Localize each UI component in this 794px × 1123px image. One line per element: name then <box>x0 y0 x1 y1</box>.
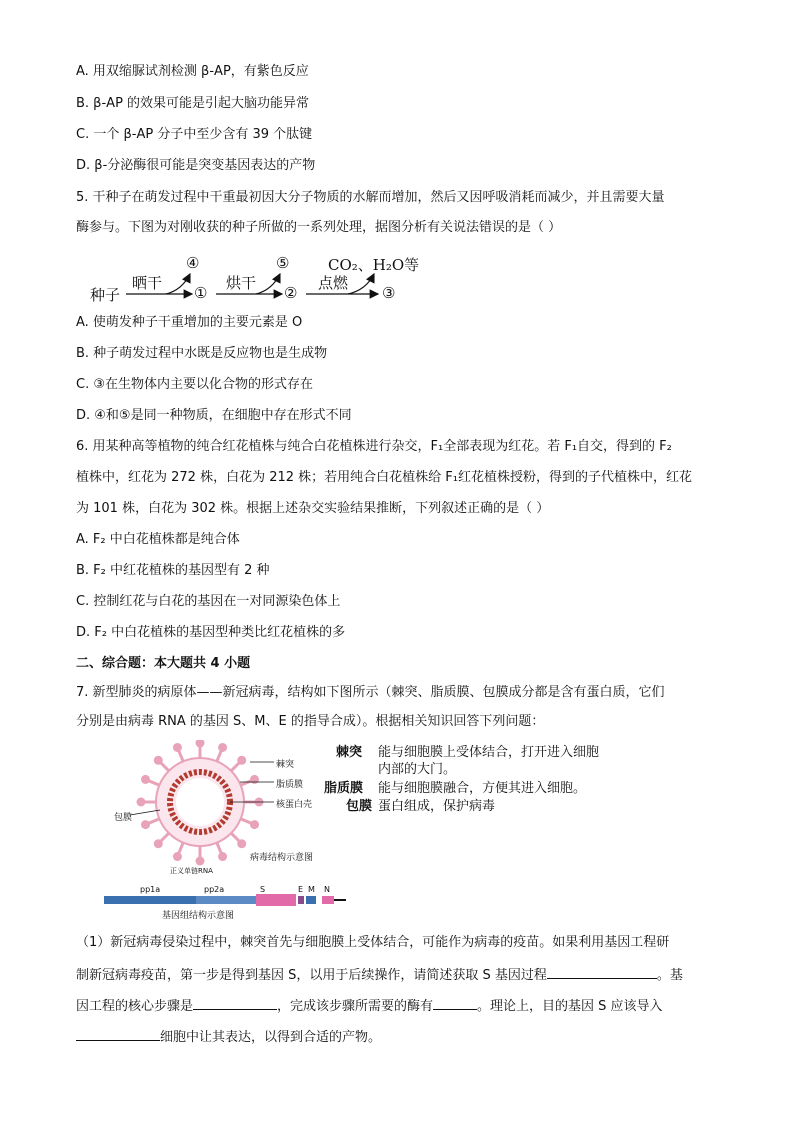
q7-sub1-line4: 细胞中让其表达，以得到合适的产物。 <box>76 1026 381 1048</box>
q6-stem-line3: 为 101 株，白花为 302 株。根据上述杂交实验结果推断，下列叙述正确的是（ ） <box>76 501 550 516</box>
spike-head <box>196 740 205 748</box>
answer-blank-2[interactable] <box>193 995 277 1010</box>
q6-option-b: B. F₂ 中红花植株的基因型有 2 种 <box>76 563 270 578</box>
q4-option-c: C. 一个 β-AP 分子中至少含有 39 个肽键 <box>76 127 313 142</box>
gene-e: E <box>298 885 304 894</box>
spike-head <box>154 756 163 765</box>
seed-process-diagram <box>90 252 450 304</box>
label-envelope: 包膜 <box>114 813 133 823</box>
q5-stem-line1: 5. 干种子在萌发过程中干重最初因大分子物质的水解而增加，然后又因呼吸消耗而减少，并且需要大量 <box>76 190 665 205</box>
gene-pp2a: pp2a <box>204 885 225 894</box>
step-oven-dry: 烘干 <box>226 274 257 292</box>
q6-stem-line2: 植株中，红花为 272 株，白花为 212 株；若用纯合白花植株给 F₁红花植株授粉，得到的子代植株中，红花 <box>76 470 692 485</box>
q5-option-b: B. 种子萌发过程中水既是反应物也是生成物 <box>76 346 328 361</box>
product-1: ① <box>194 284 208 302</box>
spike-head <box>141 775 150 784</box>
desc-spike-line1: 能与细胞膜上受体结合，打开进入细胞 <box>378 745 600 760</box>
label-lipid-membrane: 脂质膜 <box>276 780 304 790</box>
desc-spike-line2: 内部的大门。 <box>378 762 457 777</box>
q4-option-d: D. β-分泌酶很可能是突变基因表达的产物 <box>76 158 316 173</box>
spike-head <box>196 857 205 866</box>
desc-envelope-term: 包膜 <box>346 799 373 814</box>
q5-stem-line2: 酶参与。下图为对刚收获的种子所做的一系列处理，据图分析有关说法错误的是（ ） <box>76 220 562 235</box>
spike-head <box>173 852 182 861</box>
label-capsid: 核蛋白壳 <box>276 800 313 810</box>
q5-option-c: C. ③在生物体内主要以化合物的形式存在 <box>76 377 313 392</box>
q6-option-c: C. 控制红花与白花的基因在一对同源染色体上 <box>76 594 341 609</box>
caption-virus-structure: 病毒结构示意图 <box>250 853 314 863</box>
rna-label: 正义单链RNA <box>170 867 213 875</box>
answer-blank-1[interactable] <box>547 964 657 979</box>
q7-sub1-line1: （1）新冠病毒侵染过程中，棘突首先与细胞膜上受体结合，可能作为病毒的疫苗。如果利用基因工程研 <box>76 935 670 950</box>
step-ignite: 点燃 <box>318 274 349 292</box>
gene-n: N <box>324 885 330 894</box>
label-spike: 棘突 <box>276 760 295 770</box>
virus-core-center <box>176 778 224 826</box>
gene-pp1a: pp1a <box>140 885 161 894</box>
caption-genome-structure: 基因组结构示意图 <box>162 911 235 921</box>
q7-sub1-line2: 制新冠病毒疫苗，第一步是得到基因 S，以用于后续操作，请简述获取 S 基因过程 。基 <box>76 964 683 986</box>
spike-head <box>218 743 227 752</box>
spike-head <box>137 798 146 807</box>
product-4: ④ <box>186 254 200 272</box>
spike-head <box>250 775 259 784</box>
spike-head <box>154 839 163 848</box>
product-5: ⑤ <box>276 254 290 272</box>
combustion-products: CO₂、H₂O等 <box>328 256 420 274</box>
spike-head <box>237 756 246 765</box>
product-2: ② <box>284 284 298 302</box>
desc-spike-term: 棘突 <box>336 745 363 760</box>
q7-stem-line1: 7. 新型肺炎的病原体——新冠病毒，结构如下图所示（棘突、脂质膜、包膜成分都是含有蛋白质，它们 <box>76 685 665 700</box>
section-title: 二、综合题：本大题共 4 小题 <box>76 656 251 671</box>
spike-head <box>237 839 246 848</box>
answer-blank-3[interactable] <box>433 995 477 1010</box>
q6-option-d: D. F₂ 中白花植株的基因型种类比红花植株的多 <box>76 625 346 640</box>
spike-head <box>141 820 150 829</box>
desc-lipid-term: 脂质膜 <box>324 781 364 796</box>
q6-option-a: A. F₂ 中白花植株都是纯合体 <box>76 532 240 547</box>
q4-option-b: B. β-AP 的效果可能是引起大脑功能异常 <box>76 96 310 111</box>
q6-stem-line1: 6. 用某种高等植物的纯合红花植株与纯合白花植株进行杂交，F₁全部表现为红花。若 F₁自交，得到的 F₂ <box>76 439 672 454</box>
virus-figure <box>100 740 600 920</box>
spike-head <box>218 852 227 861</box>
spike-head <box>173 743 182 752</box>
answer-blank-4[interactable] <box>76 1026 160 1041</box>
desc-lipid: 能与细胞膜融合，方便其进入细胞。 <box>378 781 587 796</box>
step-sun-dry: 晒干 <box>132 274 163 292</box>
desc-envelope: 蛋白组成，保护病毒 <box>378 799 496 814</box>
q5-option-a: A. 使萌发种子干重增加的主要元素是 O <box>76 315 303 330</box>
q7-stem-line2: 分别是由病毒 RNA 的基因 S、M、E 的指导合成）。根据相关知识回答下列问题： <box>76 714 545 729</box>
gene-m: M <box>308 885 315 894</box>
seed-label: 种子 <box>90 286 121 304</box>
q5-option-d: D. ④和⑤是同一种物质，在细胞中存在形式不同 <box>76 408 352 423</box>
q4-option-a: A. 用双缩脲试剂检测 β-AP，有紫色反应 <box>76 64 309 79</box>
spike-head <box>250 820 259 829</box>
product-3: ③ <box>382 284 396 302</box>
q7-sub1-line3: 因工程的核心步骤是 ，完成该步骤所需要的酶有 。理论上，目的基因 S 应该导入 <box>76 995 663 1017</box>
gene-s: S <box>260 885 266 894</box>
